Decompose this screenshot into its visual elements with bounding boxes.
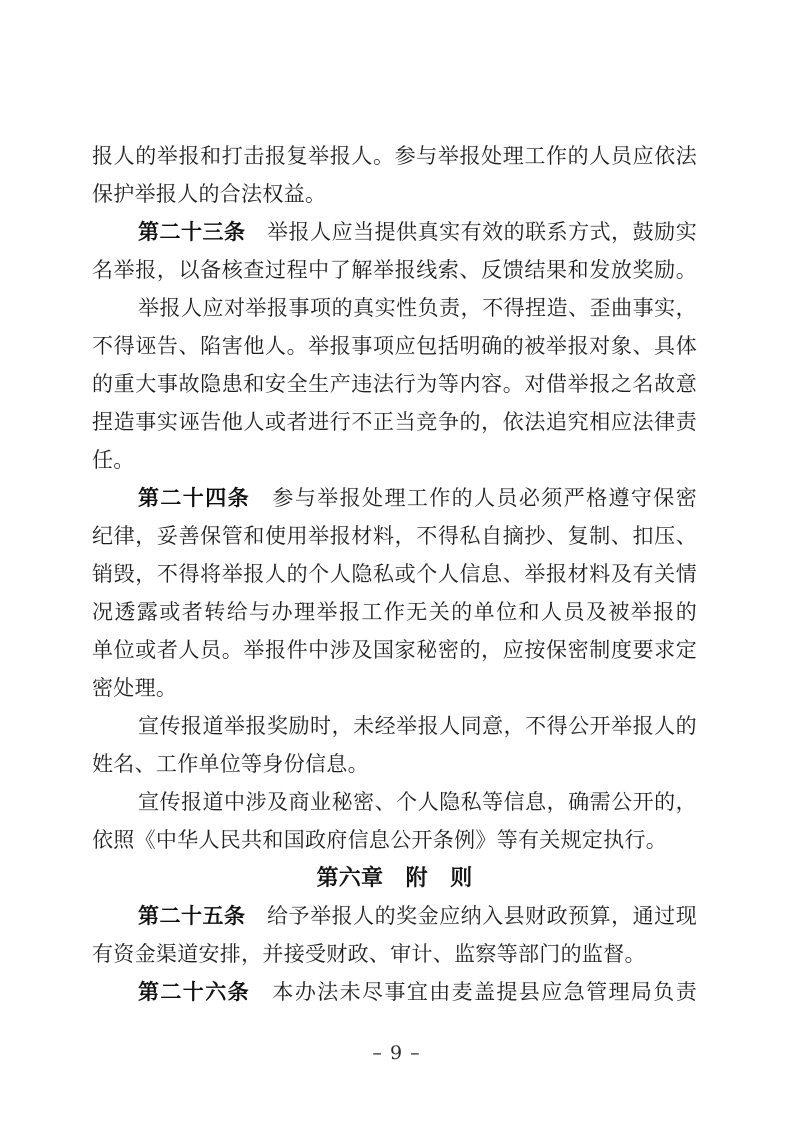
text-line [92, 479, 697, 517]
line-text: 报人的举报和打击报复举报人。参与举报处理工作的人员应依法 [92, 144, 697, 168]
line-text: 的重大事故隐患和安全生产违法行为等内容。对借举报之名故意 [92, 372, 697, 396]
text-line [92, 403, 697, 441]
line-text: 举报人应对举报事项的真实性负责，不得捏造、歪曲事实， [138, 296, 697, 320]
text-line [92, 213, 697, 251]
text-line [92, 517, 697, 555]
line-text: 宣传报道举报奖励时，未经举报人同意，不得公开举报人的 [138, 714, 697, 738]
text-line [92, 365, 697, 403]
text-line [92, 707, 697, 745]
line-text: 姓名、工作单位等身份信息。 [92, 752, 369, 776]
line-text: 捏造事实诬告他人或者进行不正当竞争的，依法追究相应法律责 [92, 410, 697, 434]
line-text: 纪律，妥善保管和使用举报材料，不得私自摘抄、复制、扣压、 [92, 524, 697, 548]
page-number: – 9 – [372, 1042, 421, 1064]
text-line [92, 745, 697, 783]
text-line [92, 935, 697, 973]
text-line [92, 821, 697, 859]
text-line [92, 973, 697, 1011]
text-line [92, 555, 697, 593]
text-line [92, 175, 697, 213]
line-text: 任。 [92, 448, 135, 472]
line-text: 保护举报人的合法权益。 [92, 182, 327, 206]
text-line [92, 783, 697, 821]
line-text: 况透露或者转给与办理举报工作无关的单位和人员及被举报的 [92, 600, 697, 624]
text-line [92, 593, 697, 631]
chapter-heading [92, 859, 697, 897]
line-text: 第六章 附 则 [316, 865, 473, 890]
text-line [92, 251, 697, 289]
line-text: 销毁，不得将举报人的个人隐私或个人信息、举报材料及有关情 [92, 562, 697, 586]
line-text: 依照《中华人民共和国政府信息公开条例》等有关规定执行。 [92, 828, 668, 852]
document-lines [92, 137, 697, 1011]
article-number: 第二十五条 [138, 904, 246, 928]
text-line [92, 137, 697, 175]
article-number: 第二十三条 [138, 220, 246, 244]
line-text: 有资金渠道安排，并接受财政、审计、监察等部门的监督。 [92, 942, 646, 966]
line-text: 宣传报道中涉及商业秘密、个人隐私等信息，确需公开的， [138, 790, 697, 814]
line-text: 单位或者人员。举报件中涉及国家秘密的，应按保密制度要求定 [92, 638, 697, 662]
text-line [92, 327, 697, 365]
line-text: 给予举报人的奖金应纳入县财政预算，通过现 [245, 904, 697, 928]
line-text: 本办法未尽事宜由麦盖提县应急管理局负责 [250, 980, 698, 1004]
text-line [92, 289, 697, 327]
text-line [92, 897, 697, 935]
line-text: 不得诬告、陷害他人。举报事项应包括明确的被举报对象、具体 [92, 334, 697, 358]
line-text: 名举报，以备核查过程中了解举报线索、反馈结果和发放奖励。 [92, 258, 697, 282]
text-line [92, 441, 697, 479]
line-text: 密处理。 [92, 676, 178, 700]
text-line [92, 631, 697, 669]
line-text: 举报人应当提供真实有效的联系方式，鼓励实 [245, 220, 697, 244]
article-number: 第二十六条 [138, 980, 251, 1004]
article-number: 第二十四条 [138, 486, 251, 510]
text-line [92, 669, 697, 707]
line-text: 参与举报处理工作的人员必须严格遵守保密 [250, 486, 698, 510]
